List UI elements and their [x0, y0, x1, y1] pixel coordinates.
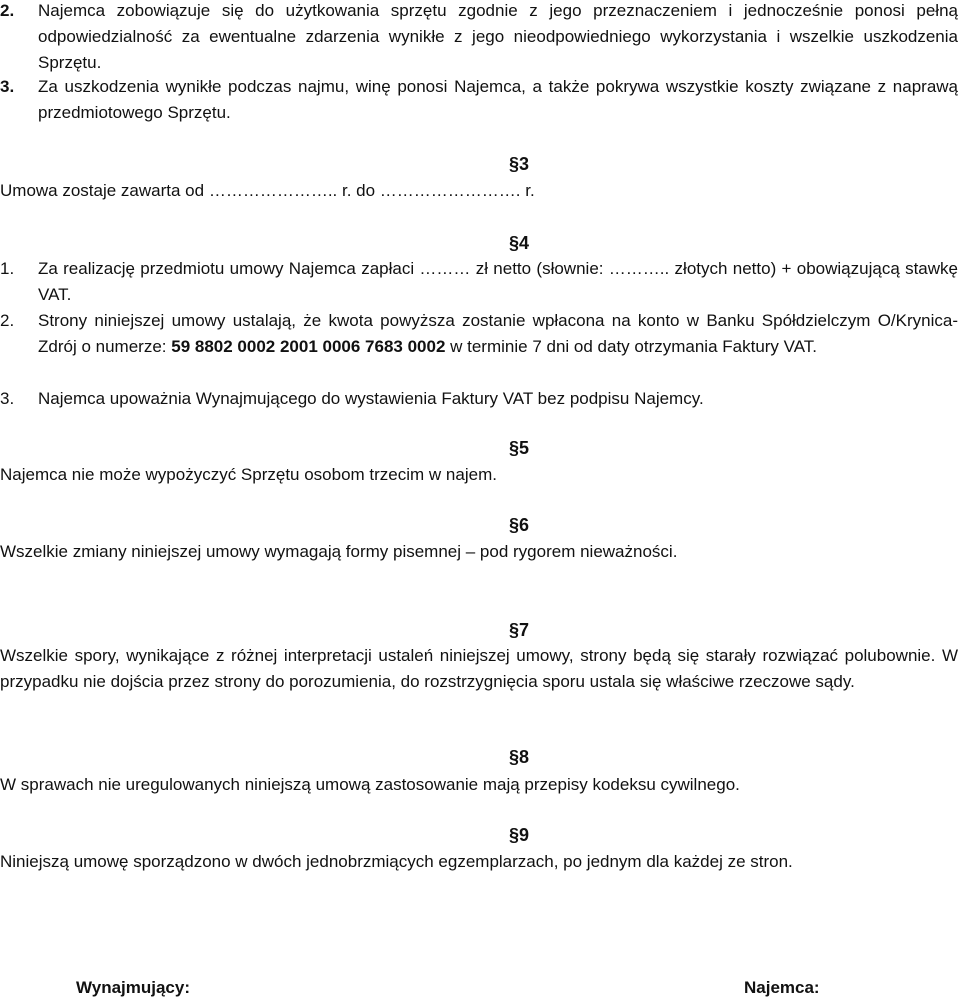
civil-code-text: W sprawach nie uregulowanych niniejszą umową zastosowanie mają przepisy kodeksu cywilnego. — [0, 775, 740, 794]
clause-4-item-1 — [0, 256, 958, 308]
paragraph-heading-3: §3 — [509, 154, 530, 174]
item-number: 2. — [0, 1, 15, 20]
item-number: 2. — [0, 311, 15, 330]
amendments-text: Wszelkie zmiany niniejszej umowy wymagają formy pisemnej – pod rygorem nieważności. — [0, 542, 678, 561]
clause-4-item-2 — [0, 308, 958, 360]
paragraph-heading-6: §6 — [509, 515, 530, 535]
paragraph-heading-9: §9 — [509, 825, 530, 845]
clause-2-item-2 — [0, 0, 958, 76]
subletting-text: Najemca nie może wypożyczyć Sprzętu osobom trzecim w najem. — [0, 465, 497, 484]
lessee-signature-label: Najemca: — [744, 978, 820, 997]
copies-text: Niniejszą umowę sporządzono w dwóch jednobrzmiących egzemplarzach, po jednym dla każdej ze stron. — [0, 852, 793, 871]
paragraph-heading-8: §8 — [509, 747, 530, 767]
contract-term-text: Umowa zostaje zawarta od ………………….. r. do ……………………. r. — [0, 181, 535, 200]
paragraph-heading-5: §5 — [509, 438, 530, 458]
clause-4-item-3 — [0, 386, 958, 412]
item-number: 3. — [0, 77, 15, 96]
disputes-text: Wszelkie spory, wynikające z różnej interpretacji ustaleń niniejszej umowy, strony będą się starały rozwiązać polubownie. W przypadku nie dojścia przez strony do porozumienia, do rozstrzygnięcia sporu ustala się właściwe rzeczowe sądy. — [0, 646, 958, 691]
item-text-before: Strony niniejszej umowy ustalają, że kwota powyższa zostanie wpłacona na konto w Banku Spółdzielczym O/Krynica-Zdrój o numerze: — [38, 311, 958, 356]
item-text: Najemca zobowiązuje się do użytkowania sprzętu zgodnie z jego przeznaczeniem i jednocześnie ponosi pełną odpowiedzialność za ewentualne zdarzenia wynikłe z jego nieodpowiedniego wykorzystania i wszelkie uszkodzenia Sprzętu. — [38, 1, 958, 72]
item-text — [0, 308, 958, 360]
item-text: Za realizację przedmiotu umowy Najemca zapłaci ……… zł netto (słownie: ……….. złotych netto) + obowiązującą stawkę VAT. — [38, 259, 958, 304]
item-text: Za uszkodzenia wynikłe podczas najmu, winę ponosi Najemca, a także pokrywa wszystkie koszty związane z naprawą przedmiotowego Sprzętu. — [38, 77, 958, 122]
item-text-after: w terminie 7 dni od daty otrzymania Faktury VAT. — [445, 337, 818, 356]
lessor-signature-label: Wynajmujący: — [76, 978, 191, 997]
paragraph-heading-7: §7 — [509, 620, 530, 640]
item-number: 1. — [0, 259, 15, 278]
paragraph-heading-4: §4 — [509, 233, 530, 253]
item-number: 3. — [0, 389, 15, 408]
clause-2-item-3 — [0, 74, 958, 126]
bank-account-number: 59 8802 0002 2001 0006 7683 0002 — [171, 337, 446, 356]
item-text: Najemca upoważnia Wynajmującego do wystawienia Faktury VAT bez podpisu Najemcy. — [38, 389, 704, 408]
